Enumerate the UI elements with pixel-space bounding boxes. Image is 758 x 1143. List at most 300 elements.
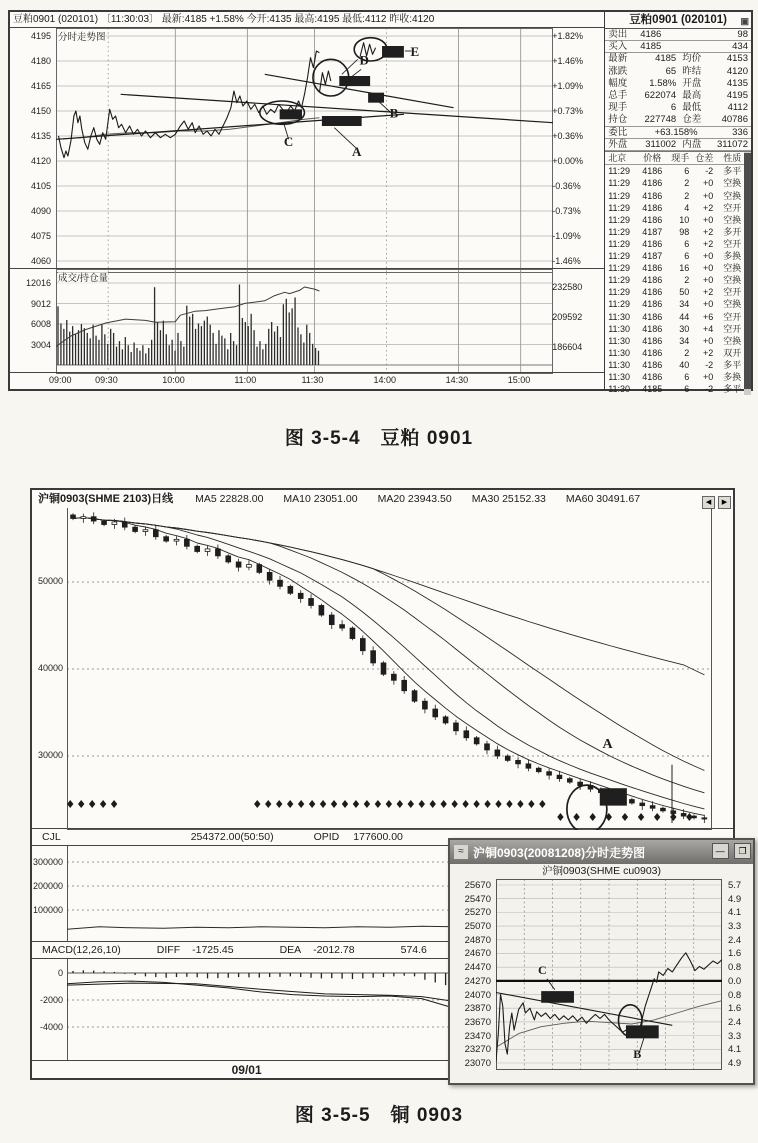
ask-qty: 98	[737, 29, 748, 40]
opid-label: OPID	[313, 830, 340, 843]
tick-cell: 50	[679, 287, 690, 298]
candle	[350, 628, 355, 638]
candle	[153, 530, 158, 537]
percent-tick: -0.36%	[552, 180, 581, 191]
candle	[329, 615, 334, 625]
tick-cell: +0	[702, 263, 714, 274]
tick-cell: +0	[702, 299, 714, 310]
tick-cell: 11:30	[608, 384, 631, 395]
cjl-label: CJL	[42, 830, 61, 843]
volume-tick: 12016	[25, 278, 51, 289]
tick-cell: 11:29	[608, 190, 631, 201]
candle	[702, 818, 707, 819]
quote-title: 豆粕0901 (020101)	[629, 14, 727, 26]
tick-cell: 6	[684, 371, 690, 382]
chart2-candle-pane	[32, 508, 733, 828]
diamond-marker	[331, 800, 337, 808]
tick-cell: 4186	[642, 287, 663, 298]
annotation-bar-E	[382, 46, 404, 58]
candle	[319, 605, 324, 615]
price-tick: 4090	[30, 205, 51, 216]
tick-row	[605, 298, 751, 310]
tick-cell: 双开	[723, 347, 742, 358]
diamond-marker	[78, 800, 84, 808]
candle	[143, 530, 148, 532]
chart2-header	[32, 490, 733, 508]
tick-table-body	[605, 165, 751, 395]
tick-row	[605, 238, 751, 250]
candle	[630, 800, 635, 803]
tick-cell: 6	[684, 166, 690, 177]
minimize-button[interactable]: —	[712, 843, 729, 859]
quote-cell: 4112	[727, 102, 748, 114]
cjl-tick: 100000	[32, 904, 63, 915]
quote-cell: 最新	[608, 53, 628, 65]
dea-label: DEA	[279, 943, 302, 956]
tick-cell: 11:30	[608, 323, 631, 334]
price-tick: 4180	[30, 55, 51, 66]
popup-percent-tick: 3.3	[728, 921, 742, 933]
quote-row	[605, 139, 751, 151]
tick-cell: 空换	[723, 214, 742, 225]
tick-row	[605, 226, 751, 238]
tick-row	[605, 323, 751, 335]
diamond-marker	[386, 800, 392, 808]
macd-tick: 0	[57, 967, 63, 978]
annotation-label-B: B	[633, 1047, 642, 1062]
tick-cell: +0	[702, 251, 714, 262]
tick-cell: 空开	[723, 311, 742, 322]
popup-percent-tick: 0.8	[728, 989, 742, 1001]
tick-table-header	[605, 152, 751, 166]
annotation-label-A: A	[351, 143, 362, 159]
diamond-marker	[408, 800, 414, 808]
tick-cell: 11:29	[608, 238, 631, 249]
annotation-bar-A	[322, 116, 362, 126]
candle	[122, 522, 127, 527]
tick-cell: +0	[702, 335, 714, 346]
cjl-tick: 200000	[32, 880, 63, 891]
tick-cell: +2	[702, 202, 714, 213]
chart1-volume-plot	[56, 269, 553, 374]
macd-axis	[32, 959, 65, 1060]
annotation-bar-C	[541, 991, 574, 1003]
tick-cell: +2	[702, 287, 714, 298]
weibi-extra: 336	[732, 126, 748, 138]
annotation-bar-D	[339, 76, 370, 86]
candle	[102, 521, 107, 524]
tick-cell: 44	[679, 311, 690, 322]
candle	[226, 556, 231, 562]
tick-cell: 2	[684, 347, 690, 358]
candle	[216, 549, 221, 556]
price-tick: 4135	[30, 130, 51, 141]
tick-col-header: 性质	[723, 152, 742, 163]
panel-corner-icon[interactable]: ▣	[740, 16, 749, 26]
chart1-window	[8, 10, 753, 395]
tick-row	[605, 190, 751, 202]
popup-price-tick: 24670	[464, 948, 491, 960]
openinterest-tick: 232580	[552, 282, 583, 293]
diamond-marker	[254, 800, 260, 808]
time-tick: 11:00	[234, 375, 257, 386]
candle	[474, 738, 479, 744]
percent-tick: +0.73%	[552, 105, 583, 116]
price-tick: 40000	[37, 663, 63, 673]
quote-cell: 总手	[608, 89, 628, 101]
annotation-label-A: A	[602, 737, 613, 753]
annotation-label-B: B	[389, 105, 399, 121]
diamond-marker	[287, 800, 293, 808]
chart1-price-plot	[56, 28, 553, 273]
volume-openinterest-chart	[56, 269, 553, 374]
tick-cell: 空换	[723, 299, 742, 310]
diamond-marker	[638, 813, 644, 821]
diamond-marker	[265, 800, 271, 808]
quote-row	[605, 29, 751, 41]
tick-cell: 11:29	[608, 214, 631, 225]
quote-cell: 仓差	[682, 114, 702, 126]
tick-cell: 空开	[723, 238, 742, 249]
percent-tick: +0.36%	[552, 130, 583, 141]
quote-cell: 1.58%	[649, 77, 677, 89]
annotation-label-D: D	[359, 52, 369, 68]
diamond-marker	[298, 800, 304, 808]
candle	[205, 549, 210, 552]
volume-tick: 9012	[30, 298, 51, 309]
diamond-marker	[495, 800, 501, 808]
candle	[184, 539, 189, 546]
candle	[195, 546, 200, 551]
tick-cell: +4	[702, 323, 714, 334]
diamond-marker	[89, 800, 95, 808]
tick-col-header: 北京	[608, 152, 627, 163]
tick-cell: 16	[679, 263, 690, 274]
tick-row	[605, 250, 751, 262]
tick-col-header: 仓差	[695, 152, 714, 163]
quote-cell: 昨结	[682, 65, 702, 77]
popup-percent-tick: 3.3	[728, 1030, 742, 1042]
diamond-marker	[517, 800, 523, 808]
ma-label: MA30 25152.33	[471, 493, 546, 505]
popup-price-tick: 23070	[464, 1058, 491, 1069]
quote-panel	[604, 12, 751, 395]
tick-cell: 2	[684, 178, 690, 189]
diamond-marker	[100, 800, 106, 808]
diamond-marker	[440, 800, 446, 808]
tick-cell: 10	[679, 214, 690, 225]
percent-tick: +1.46%	[552, 55, 583, 66]
price-tick: 50000	[37, 575, 63, 586]
diamond-marker	[342, 800, 348, 808]
quote-row	[605, 78, 751, 90]
tick-cell: 40	[679, 359, 690, 370]
diamond-marker	[589, 813, 595, 821]
chart1-main-area	[10, 12, 604, 389]
time-tick: 14:30	[445, 375, 469, 386]
quote-cell: 4120	[726, 65, 748, 77]
outer-label: 外盘	[608, 138, 628, 150]
tick-cell: +2	[702, 238, 714, 249]
tick-cell: 4187	[642, 226, 663, 237]
diamond-marker	[462, 800, 468, 808]
chart1-pane-label: 分时走势图	[58, 29, 106, 43]
time-tick: 14:00	[373, 375, 397, 386]
tick-cell: 11:29	[608, 299, 631, 310]
tick-cell: 4186	[642, 311, 663, 322]
quote-row	[605, 114, 751, 126]
candle	[278, 580, 283, 586]
popup-price-tick: 23470	[464, 1030, 491, 1042]
bid-label: 买入	[608, 41, 628, 53]
diamond-marker	[309, 800, 315, 808]
time-tick: 09:30	[95, 375, 118, 386]
annotation-bar-A	[600, 788, 627, 805]
candle	[557, 775, 562, 778]
tick-cell: +0	[702, 190, 714, 201]
diff-value: -1725.45	[192, 943, 234, 956]
tick-cell: 4186	[642, 371, 663, 382]
diamond-marker	[451, 800, 457, 808]
candle	[71, 515, 76, 518]
ma-label: MA5 22828.00	[195, 493, 264, 505]
cjl-axis	[32, 846, 65, 941]
diamond-marker	[557, 813, 563, 821]
popup-titlebar[interactable]	[450, 840, 753, 864]
quote-cell: 现手	[608, 102, 628, 114]
intraday-popup-window	[448, 838, 755, 1085]
macd-tick: -4000	[39, 1021, 63, 1032]
tick-cell: +6	[702, 311, 714, 322]
quote-cell: 持仓	[608, 114, 628, 126]
popup-percent-axis	[725, 879, 753, 1083]
cjl-value: 254372.00(50:50)	[190, 830, 274, 843]
tick-row	[605, 383, 751, 395]
diff-label: DIFF	[156, 943, 181, 956]
tick-cell: 98	[679, 226, 690, 237]
tick-cell: 空换	[723, 263, 742, 274]
candle	[495, 750, 500, 756]
quote-cell: 4185	[655, 53, 677, 65]
chart2-price-axis	[32, 508, 65, 828]
tick-row	[605, 274, 751, 286]
diamond-marker	[320, 800, 326, 808]
chart1-percent-axis	[550, 28, 604, 269]
price-tick: 4165	[30, 80, 51, 91]
time-tick: 09:00	[48, 375, 72, 386]
price-tick: 30000	[37, 750, 63, 761]
candle	[247, 565, 252, 568]
price-tick: 4120	[30, 155, 51, 166]
scroll-right-button[interactable]: ▶	[718, 496, 731, 509]
candle	[298, 593, 303, 598]
volume-tick: 3004	[30, 339, 51, 350]
candle	[381, 663, 386, 674]
time-tick: 10:00	[162, 375, 185, 386]
tick-cell: 空开	[723, 323, 742, 334]
diamond-marker	[111, 800, 117, 808]
popup-price-tick: 23270	[464, 1044, 491, 1056]
candle	[112, 522, 117, 525]
candle	[536, 768, 541, 771]
candle	[567, 779, 572, 782]
popup-price-tick: 24870	[464, 934, 491, 946]
popup-percent-tick: 4.9	[728, 1058, 742, 1069]
diamond-marker	[539, 800, 545, 808]
annotation-label-C: C	[283, 133, 294, 149]
tick-cell: 2	[684, 275, 690, 286]
tick-cell: -2	[705, 166, 714, 177]
tick-cell: +0	[702, 371, 714, 382]
tick-row	[605, 335, 751, 347]
popup-price-tick: 24270	[464, 975, 491, 987]
tick-cell: 4186	[642, 166, 663, 177]
tick-cell: 34	[679, 335, 690, 346]
outer-value: 311002	[645, 138, 677, 150]
price-tick: 4150	[30, 105, 51, 116]
quote-cell: 65	[665, 65, 677, 77]
candle	[464, 731, 469, 738]
annotation-bar-B	[626, 1025, 659, 1038]
tick-cell: 4186	[642, 335, 663, 346]
tick-row	[605, 214, 751, 226]
candle	[650, 806, 655, 809]
tick-table	[605, 151, 751, 395]
tick-row	[605, 359, 751, 371]
tick-cell: 11:29	[608, 226, 631, 237]
date-tick: 09/01	[231, 1063, 262, 1078]
tick-cell: -2	[705, 359, 714, 370]
price-tick: 4195	[30, 30, 51, 41]
tick-cell: 2	[684, 190, 690, 201]
tick-cell: 空换	[723, 335, 742, 346]
diamond-marker	[573, 813, 579, 821]
tick-cell: +2	[702, 347, 714, 358]
candle	[288, 586, 293, 593]
candle	[360, 639, 365, 651]
quote-row	[605, 53, 751, 65]
price-tick: 4105	[30, 180, 51, 191]
tick-cell: 4186	[642, 275, 663, 286]
popup-window-buttons	[710, 843, 751, 859]
maximize-button[interactable]: ❐	[734, 843, 751, 859]
quote-row	[605, 127, 751, 139]
diamond-marker	[375, 800, 381, 808]
opid-value: 177600.00	[353, 830, 403, 843]
candle	[423, 701, 428, 709]
popup-price-tick: 23870	[464, 1003, 491, 1015]
openinterest-tick: 186604	[552, 342, 583, 353]
tick-cell: +0	[702, 214, 714, 225]
tick-scrollbar[interactable]	[744, 152, 751, 395]
quote-cell: 227748	[644, 114, 677, 126]
tick-col-header: 现手	[671, 152, 690, 163]
quote-cell: 最低	[682, 102, 702, 114]
candle	[402, 680, 407, 690]
candle	[91, 517, 96, 521]
ask-price: 4186	[640, 29, 662, 40]
percent-tick: -0.73%	[552, 205, 581, 216]
popup-price-tick: 25670	[464, 880, 491, 891]
tick-cell: 多开	[723, 226, 742, 237]
quote-cell: 均价	[682, 53, 702, 65]
window-icon: ≈	[454, 845, 468, 859]
candle	[661, 808, 666, 811]
tick-scrollbar-thumb[interactable]	[744, 153, 751, 389]
candle	[412, 691, 417, 701]
candle	[133, 527, 138, 531]
openinterest-tick: 209592	[552, 312, 583, 323]
time-tick: 11:30	[301, 375, 324, 386]
ma-label: MA60 30491.67	[565, 493, 641, 505]
tick-cell: -2	[705, 384, 714, 395]
candle	[164, 537, 169, 541]
popup-title: 沪铜0903(20081208)分时走势图	[473, 845, 646, 860]
tick-cell: 4	[684, 202, 690, 213]
tick-cell: 11:29	[608, 251, 631, 262]
candle	[257, 565, 262, 573]
tick-cell: +0	[702, 275, 714, 286]
tick-cell: 空开	[723, 202, 742, 213]
tick-cell: 6	[684, 238, 690, 249]
tick-cell: 11:30	[608, 311, 631, 322]
tick-cell: 空换	[723, 178, 742, 189]
tick-cell: 空换	[723, 275, 742, 286]
quote-cell: 开盘	[682, 77, 702, 89]
tick-cell: 4186	[642, 359, 663, 370]
tick-row	[605, 286, 751, 298]
tick-cell: 空换	[723, 190, 742, 201]
dea-value: -2012.78	[313, 943, 355, 956]
tick-cell: 4185	[642, 384, 663, 395]
tick-cell: 多换	[723, 251, 742, 262]
candle	[391, 674, 396, 680]
percent-tick: -1.09%	[552, 230, 581, 241]
quote-row	[605, 102, 751, 114]
macd-label: MACD(12,26,10)	[42, 943, 121, 956]
tick-cell: 4186	[642, 347, 663, 358]
tick-cell: 11:29	[608, 178, 631, 189]
candle	[640, 803, 645, 806]
intraday-price-chart	[56, 28, 553, 273]
chart1-time-axis	[10, 372, 604, 389]
bid-price: 4185	[640, 41, 662, 53]
tick-cell: 4186	[642, 238, 663, 249]
quote-cell: 622074	[644, 89, 677, 101]
tick-cell: 4187	[642, 251, 663, 262]
tick-cell: 4186	[642, 323, 663, 334]
tick-cell: 11:29	[608, 287, 631, 298]
ask-label: 卖出	[608, 29, 628, 40]
quote-row	[605, 66, 751, 78]
candle	[267, 572, 272, 580]
chart1-price-axis	[10, 28, 54, 269]
ma-values	[195, 490, 660, 508]
tick-cell: 4186	[642, 214, 663, 225]
scroll-left-button[interactable]: ◀	[702, 496, 715, 509]
tick-row	[605, 311, 751, 323]
macd-extra-value: 574.6	[400, 943, 427, 956]
ma-label: MA10 23051.00	[283, 493, 358, 505]
popup-percent-tick: 5.7	[728, 880, 742, 891]
quote-row	[605, 90, 751, 102]
tick-cell: 多换	[723, 371, 742, 382]
quote-cell: 最高	[682, 89, 702, 101]
popup-percent-tick: 2.4	[728, 1016, 742, 1028]
candle	[236, 562, 241, 567]
tick-cell: 4186	[642, 202, 663, 213]
candle	[340, 625, 345, 628]
